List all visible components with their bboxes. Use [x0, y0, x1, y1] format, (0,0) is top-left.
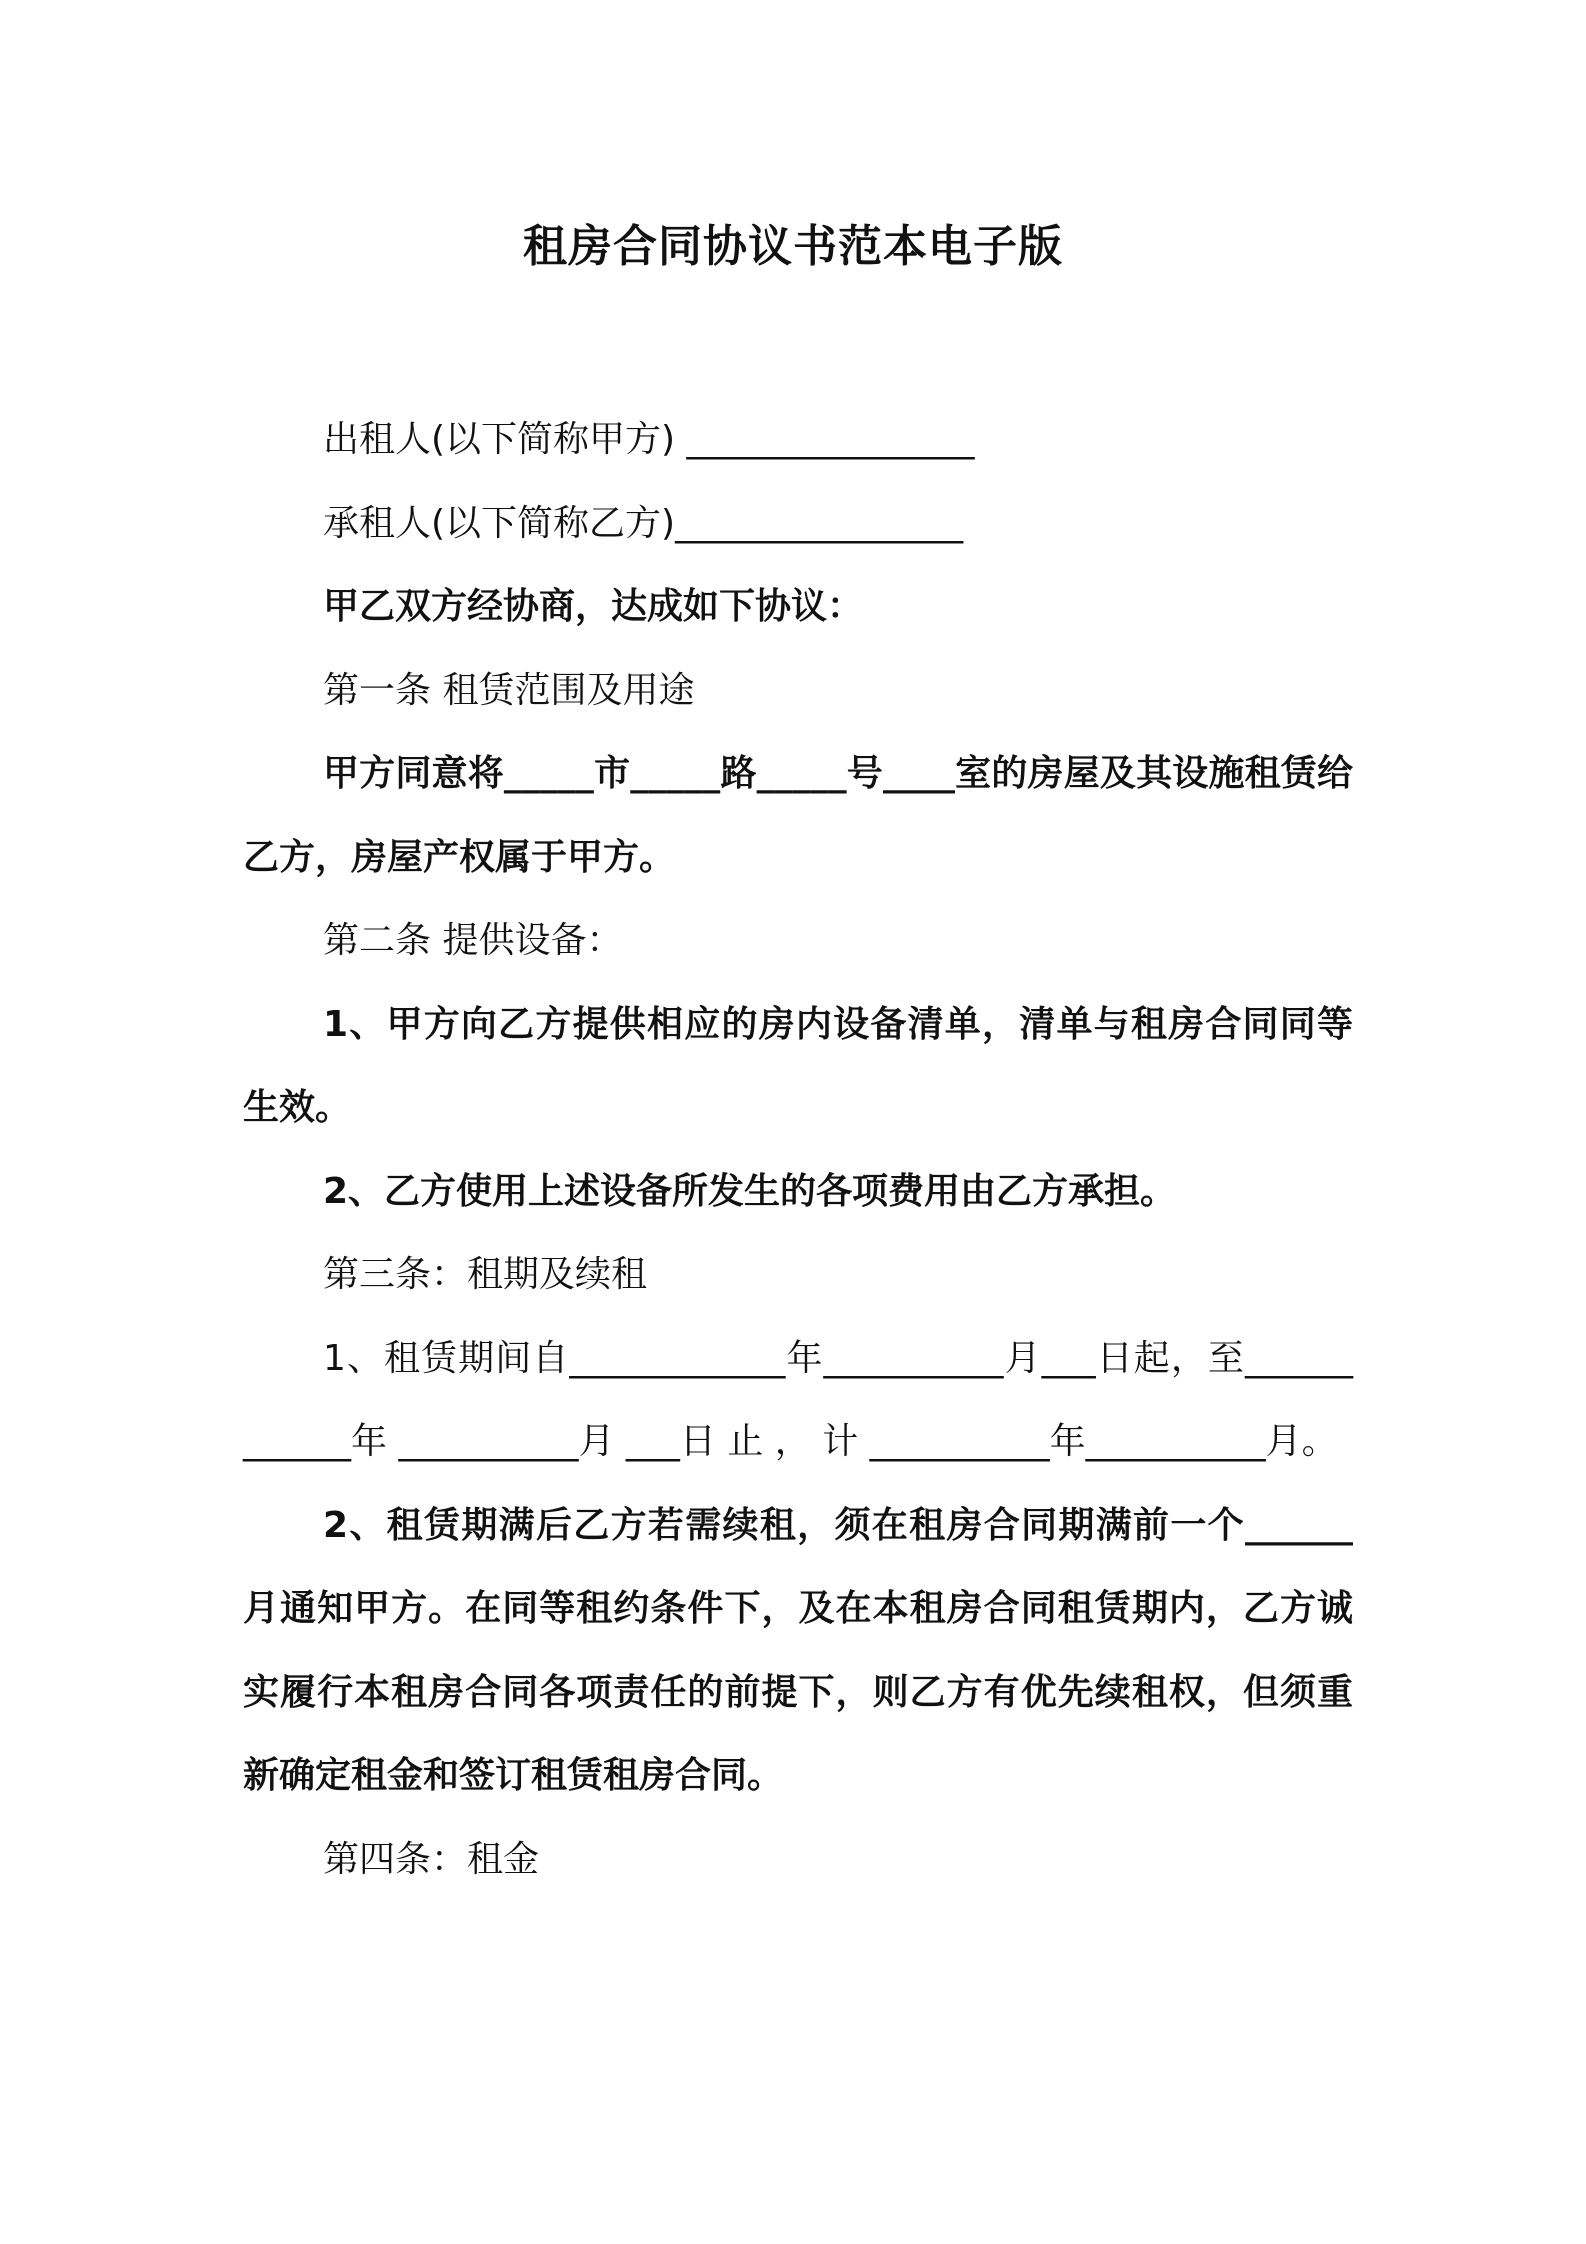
article-2-heading: 第二条 提供设备：	[323, 920, 623, 961]
article-2-item-1: 1、甲方向乙方提供相应的房内设备清单，清单与租房合同同等生效。	[243, 1003, 1353, 1128]
article-1-heading: 第一条 租赁范围及用途	[323, 669, 695, 711]
article-3-item-2: 2、租赁期满后乙方若需续租，须在租房合同期满前一个______月通知甲方。在同等租约条件下，及在本租房合同租赁期内，乙方诚实履行本租房合同各项责任的前提下，则乙方有优先续租权，但须重新确定租金和签订租赁租房合同。	[243, 1504, 1353, 1796]
document-title: 租房合同协议书范本电子版	[523, 221, 1063, 272]
agreement-intro: 甲乙双方经协商，达成如下协议：	[323, 586, 864, 627]
article-3-heading: 第三条：租期及续租	[323, 1254, 648, 1295]
article-2-item-2: 2、乙方使用上述设备所发生的各项费用由乙方承担。	[323, 1170, 1177, 1212]
lessee-line: 承租人(以下简称乙方)________________	[323, 502, 964, 544]
article-4-heading: 第四条：租金	[323, 1838, 540, 1880]
article-3-item-1: 1、租赁期间自____________年__________月___日起，至____________年 __________月 ___日 止 ， 计 __________年__________月。	[243, 1337, 1353, 1462]
lessor-line: 出租人(以下简称甲方) ________________	[323, 419, 975, 460]
article-1-text: 甲方同意将_____市_____路_____号____室的房屋及其设施租赁给乙方，房屋产权属于甲方。	[243, 753, 1353, 878]
document-body	[243, 398, 1353, 1901]
